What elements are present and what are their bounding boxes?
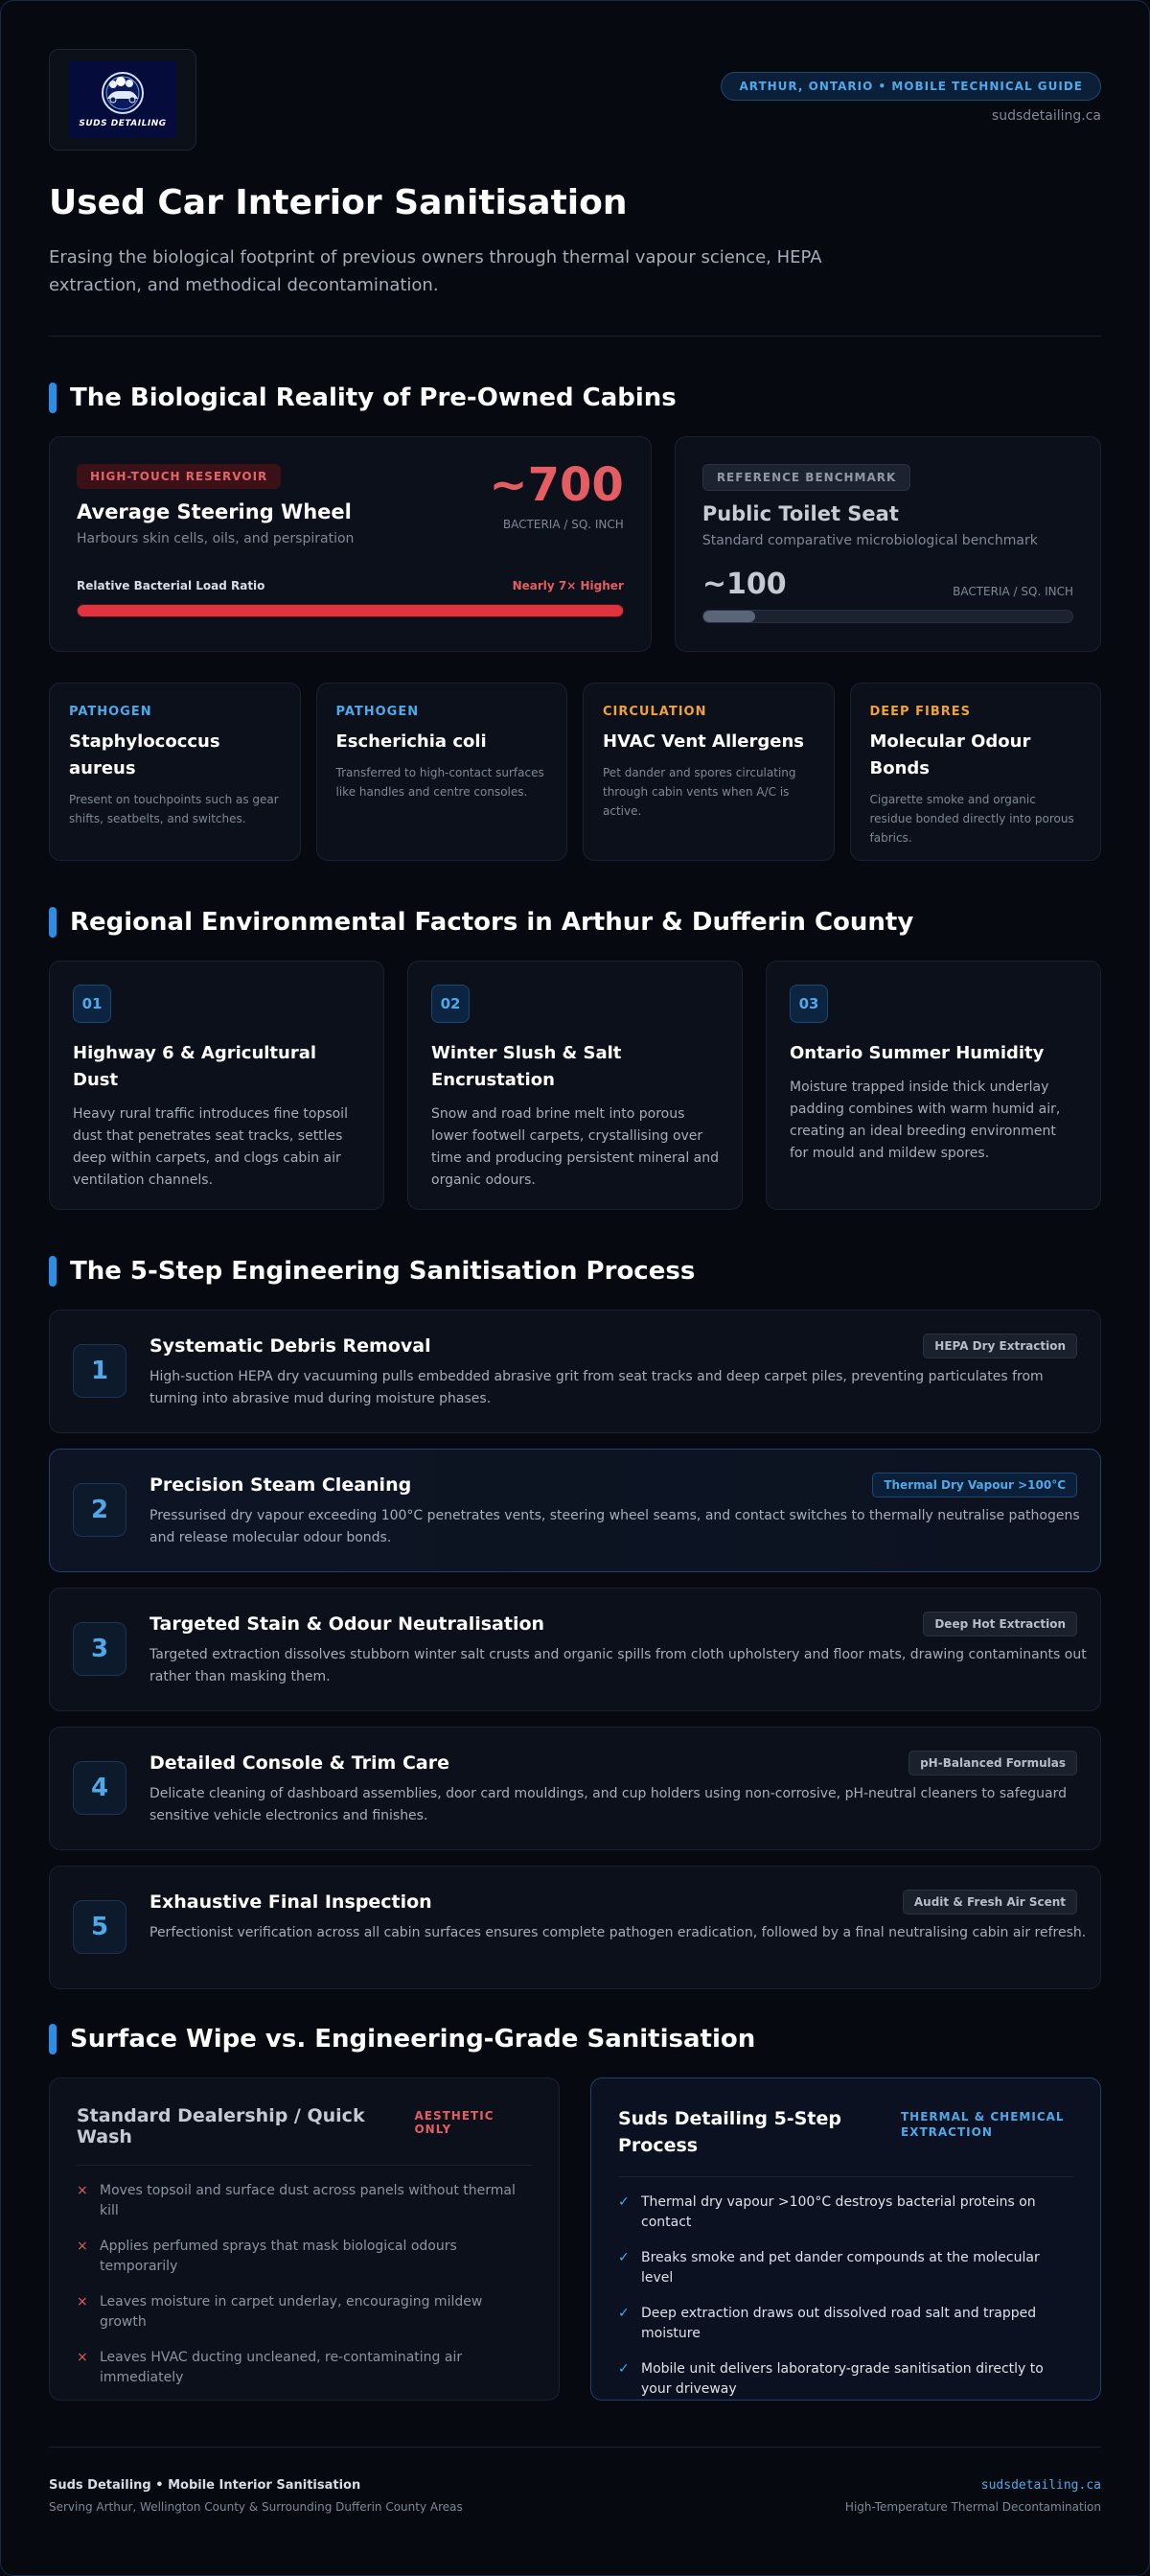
comparison-tag: AESTHETIC ONLY [414, 2109, 494, 2136]
section-title-regional [49, 907, 1101, 938]
bio-desc: Harbours skin cells, oils, and perspiration [77, 531, 355, 546]
car-wash-logo-icon [96, 71, 150, 115]
regional-card [49, 961, 384, 1210]
cross-icon: × [77, 2239, 88, 2254]
pathogen-card [49, 683, 301, 861]
suds-process-card [590, 2077, 1101, 2401]
divider [618, 2176, 1073, 2177]
benchmark-tag: REFERENCE BENCHMARK [702, 464, 911, 491]
section-title-text: Regional Environmental Factors in Arthur & Dufferin County [70, 908, 914, 937]
comparison-item [618, 2359, 1073, 2400]
step-desc: Pressurised dry vapour exceeding 100°C penetrates vents, steering wheel seams, and contact switches to thermally neutralise pathogens and release molecular odour bonds. [150, 1508, 1080, 1545]
toilet-seat-card [675, 436, 1101, 652]
comparison-item [77, 2292, 532, 2332]
bio-desc: Standard comparative microbiological benchmark [702, 533, 1038, 548]
site-url[interactable]: sudsdetailing.ca [991, 108, 1101, 124]
pathogen-desc: Cigarette smoke and organic residue bonded directly into porous fabrics. [869, 793, 1074, 845]
step-badge: HEPA Dry Extraction [923, 1334, 1077, 1358]
section-title-text: Surface Wipe vs. Engineering-Grade Sanitisation [70, 2025, 756, 2054]
section-accent-bar [49, 1256, 57, 1287]
logo[interactable] [49, 49, 196, 151]
section-title-process [49, 1256, 1101, 1287]
process-step [49, 1449, 1101, 1572]
process-step [49, 1310, 1101, 1433]
bio-name: Average Steering Wheel [77, 500, 352, 523]
comparison-cards [49, 2077, 1101, 2401]
check-icon: ✓ [618, 2250, 630, 2265]
comparison-item-text: Deep extraction draws out dissolved road salt and trapped moisture [641, 2306, 1037, 2341]
bacteria-progress-fill [78, 605, 623, 616]
step-badge: Thermal Dry Vapour >100°C [872, 1473, 1077, 1497]
benchmark-progress-track [702, 610, 1073, 623]
regional-name: Winter Slush & Salt Encrustation [431, 1043, 622, 1090]
quick-wash-card [49, 2077, 560, 2401]
bio-name: Public Toilet Seat [702, 502, 899, 525]
cross-icon: × [77, 2294, 88, 2309]
step-number: 3 [73, 1622, 126, 1676]
pathogen-card [316, 683, 568, 861]
step-title: Systematic Debris Removal [150, 1335, 431, 1357]
comparison-header [618, 2105, 1073, 2176]
pathogen-name: Molecular Odour Bonds [869, 731, 1031, 778]
header-meta [721, 49, 1101, 124]
comparison-header [77, 2105, 532, 2165]
bacteria-progress-track [77, 604, 624, 617]
comparison-item [77, 2348, 532, 2388]
section-title-text: The 5-Step Engineering Sanitisation Process [70, 1257, 696, 1286]
pathogen-name: Staphylococcus aureus [69, 731, 220, 778]
step-title: Detailed Console & Trim Care [150, 1752, 449, 1774]
check-icon: ✓ [618, 2361, 630, 2377]
regional-name: Ontario Summer Humidity [790, 1043, 1045, 1063]
benchmark-progress-fill [703, 611, 755, 622]
comparison-item-text: Thermal dry vapour >100°C destroys bacterial proteins on contact [641, 2194, 1036, 2230]
regional-name: Highway 6 & Agricultural Dust [73, 1043, 317, 1090]
reservoir-tag: HIGH-TOUCH RESERVOIR [77, 464, 281, 489]
process-step [49, 1588, 1101, 1711]
comparison-item-text: Breaks smoke and pet dander compounds at the molecular level [641, 2250, 1040, 2286]
footer-left [49, 2478, 463, 2514]
pathogen-category: DEEP FIBRES [869, 705, 971, 719]
ratio-row [77, 579, 624, 592]
step-desc: High-suction HEPA dry vacuuming pulls embedded abrasive grit from seat tracks and deep carpet piles, preventing particulates from turning into abrasive mud during moisture phases. [150, 1369, 1044, 1406]
comparison-item-text: Applies perfumed sprays that mask biological odours temporarily [100, 2239, 457, 2274]
comparison-item-text: Leaves moisture in carpet underlay, encouraging mildew growth [100, 2294, 483, 2330]
comparison-title: Standard Dealership / Quick Wash [77, 2105, 365, 2147]
process-step [49, 1727, 1101, 1850]
comparison-item-text: Mobile unit delivers laboratory-grade sanitisation directly to your driveway [641, 2361, 1044, 2397]
regional-number: 01 [73, 985, 111, 1023]
regional-desc: Heavy rural traffic introduces fine topsoil dust that penetrates seat tracks, settles deep within carpets, and clogs cabin air ventilation channels. [73, 1106, 348, 1188]
region-badge: ARTHUR, ONTARIO • MOBILE TECHNICAL GUIDE [721, 72, 1101, 101]
step-title: Targeted Stain & Odour Neutralisation [150, 1613, 545, 1635]
section-accent-bar [49, 383, 57, 413]
regional-desc: Snow and road brine melt into porous lower footwell carpets, crystallising over time and producing persistent mineral and organic odours. [431, 1106, 720, 1188]
step-number: 5 [73, 1900, 126, 1954]
step-badge: pH-Balanced Formulas [908, 1751, 1077, 1775]
bio-comparison [49, 436, 1101, 652]
check-icon: ✓ [618, 2194, 630, 2210]
pathogen-desc: Pet dander and spores circulating through cabin vents when A/C is active. [603, 766, 796, 818]
footer-tagline: High-Temperature Thermal Decontamination [844, 2500, 1101, 2514]
footer-service-area: Serving Arthur, Wellington County & Surrounding Dufferin County Areas [49, 2500, 463, 2514]
divider [77, 2165, 532, 2166]
footer-url[interactable]: sudsdetailing.ca [980, 2478, 1101, 2493]
pathogen-category: PATHOGEN [69, 705, 152, 719]
comparison-tag: THERMAL & CHEMICAL EXTRACTION [901, 2110, 1065, 2139]
bacteria-unit: BACTERIA / SQ. INCH [953, 585, 1073, 598]
section-accent-bar [49, 907, 57, 938]
pathogen-desc: Present on touchpoints such as gear shifts, seatbelts, and switches. [69, 793, 279, 825]
ratio-value: Nearly 7× Higher [512, 579, 624, 592]
comparison-item [618, 2193, 1073, 2233]
page-subtitle: Erasing the biological footprint of previous owners through thermal vapour science, HEPA extraction, and methodical decontamination. [49, 247, 822, 295]
step-desc: Targeted extraction dissolves stubborn winter salt crusts and organic spills from cloth upholstery and floor mats, drawing contaminants out rather than masking them. [150, 1647, 1087, 1684]
check-icon: ✓ [618, 2306, 630, 2321]
footer-right [845, 2478, 1101, 2514]
pathogen-desc: Transferred to high-contact surfaces like handles and centre consoles. [335, 766, 544, 799]
step-title: Exhaustive Final Inspection [150, 1891, 432, 1913]
section-title-biology [49, 383, 1101, 413]
section-title-comparison [49, 2024, 1101, 2054]
comparison-item-text: Moves topsoil and surface dust across panels without thermal kill [100, 2183, 516, 2218]
section-title-text: The Biological Reality of Pre-Owned Cabins [70, 383, 677, 412]
footer-divider [49, 2447, 1101, 2448]
ratio-label: Relative Bacterial Load Ratio [77, 579, 265, 592]
divider [49, 336, 1101, 337]
step-number: 1 [73, 1344, 126, 1398]
pathogen-category: PATHOGEN [335, 705, 420, 719]
bacteria-unit: BACTERIA / SQ. INCH [502, 518, 624, 531]
footer-business-name: Suds Detailing • Mobile Interior Sanitisation [49, 2478, 361, 2493]
regional-card [766, 961, 1101, 1210]
footer [49, 2478, 1101, 2514]
regional-number: 03 [790, 985, 828, 1023]
section-accent-bar [49, 2024, 57, 2054]
comparison-item [77, 2237, 532, 2277]
step-desc: Perfectionist verification across all cabin surfaces ensures complete pathogen eradication, followed by a final neutralising cabin air refresh. [150, 1925, 1087, 1940]
pathogen-card [583, 683, 835, 861]
regional-cards [49, 961, 1101, 1210]
process-steps [49, 1310, 1101, 1989]
process-step [49, 1866, 1101, 1989]
comparison-item-text: Leaves HVAC ducting uncleaned, re-contaminating air immediately [100, 2350, 463, 2385]
header [49, 49, 1101, 151]
bacteria-count: ~700 [489, 458, 624, 512]
comparison-item [618, 2304, 1073, 2344]
comparison-item [77, 2181, 532, 2221]
logo-image [69, 61, 176, 138]
pathogen-cards [49, 683, 1101, 861]
cross-icon: × [77, 2183, 88, 2198]
cross-icon: × [77, 2350, 88, 2365]
step-desc: Delicate cleaning of dashboard assemblies, door card mouldings, and cup holders using non-corrosive, pH-neutral cleaners to safeguard sensitive vehicle electronics and finishes. [150, 1786, 1067, 1823]
step-number: 2 [73, 1483, 126, 1537]
pathogen-name: Escherichia coli [335, 731, 487, 752]
logo-wordmark: SUDS DETAILING [79, 119, 167, 128]
bacteria-count: ~100 [702, 568, 787, 601]
step-number: 4 [73, 1761, 126, 1815]
regional-number: 02 [431, 985, 470, 1023]
pathogen-category: CIRCULATION [603, 705, 707, 719]
pathogen-card [850, 683, 1102, 861]
step-title: Precision Steam Cleaning [150, 1474, 412, 1496]
step-badge: Audit & Fresh Air Scent [903, 1890, 1077, 1915]
regional-card [407, 961, 743, 1210]
comparison-title: Suds Detailing 5-Step Process [618, 2108, 841, 2156]
regional-desc: Moisture trapped inside thick underlay padding combines with warm humid air, creating an ideal breeding environment for mould and mildew spores. [790, 1079, 1061, 1161]
pathogen-name: HVAC Vent Allergens [603, 731, 804, 752]
page-title: Used Car Interior Sanitisation [49, 183, 628, 222]
steering-wheel-card [49, 436, 652, 652]
step-badge: Deep Hot Extraction [923, 1612, 1077, 1636]
comparison-item [618, 2248, 1073, 2288]
